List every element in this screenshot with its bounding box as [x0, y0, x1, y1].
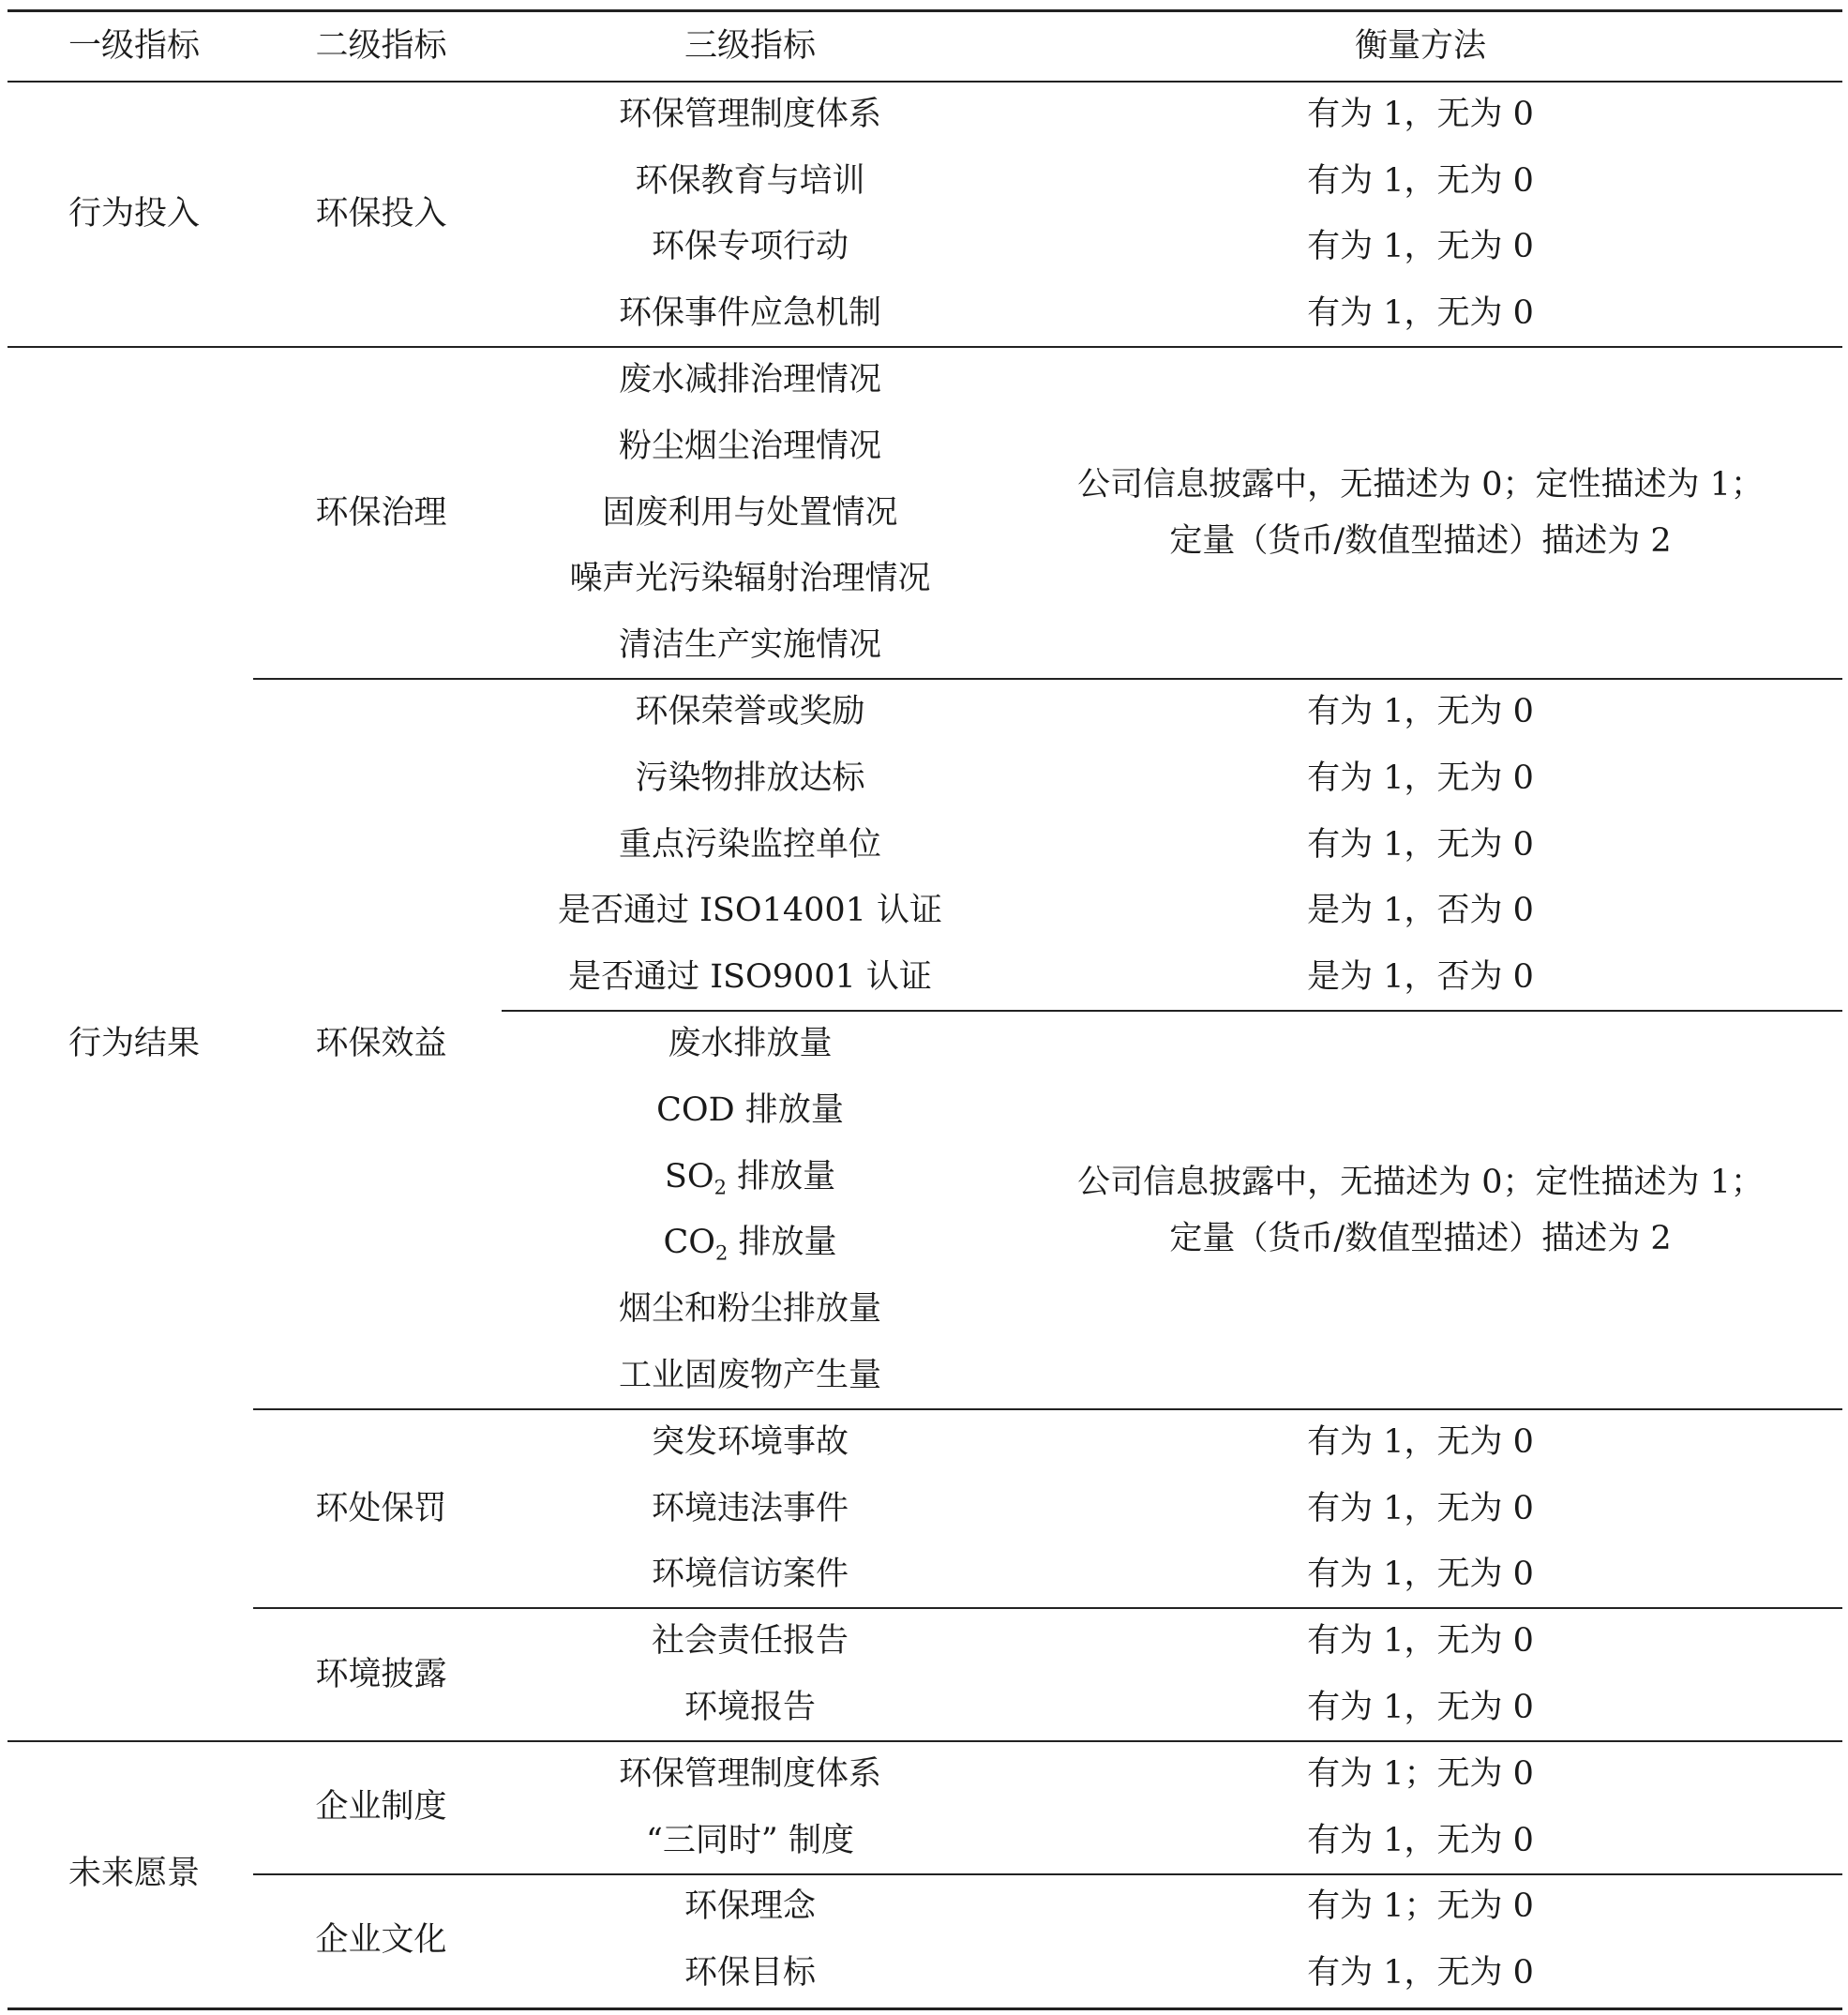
header-measure: 衡量方法 [1354, 27, 1486, 65]
level3-cell: 环保理念 [684, 1887, 816, 1926]
subscript: 2 [714, 1241, 729, 1265]
table-bottom-rule [8, 2007, 1842, 2010]
level3-cell: 环保专项行动 [651, 228, 849, 266]
level3-cell: 废水减排治理情况 [618, 361, 881, 399]
level3-cell: 环境违法事件 [651, 1489, 849, 1527]
measure-multi-cell [999, 347, 1842, 679]
table-top-rule [8, 9, 1842, 12]
measure-cell: 有为 1；无为 0 [1307, 1887, 1534, 1926]
measure-cell: 有为 1，无为 0 [1307, 1821, 1534, 1859]
level2-cell: 环处保罚 [315, 1489, 447, 1527]
level2-cell: 环保治理 [315, 493, 447, 532]
measure-cell: 有为 1，无为 0 [1307, 294, 1534, 333]
measure-cell: 有为 1，无为 0 [1307, 759, 1534, 797]
measure-cell: 有为 1，无为 0 [1307, 1689, 1534, 1727]
level3-cell: 清洁生产实施情况 [618, 626, 881, 665]
level3-text [663, 1224, 837, 1265]
chemical-symbol: CO [663, 1224, 715, 1262]
measure-cell: 有为 1；无为 0 [1307, 1754, 1534, 1793]
level3-cell: 环保荣誉或奖励 [635, 693, 865, 731]
measure-cell: 有为 1，无为 0 [1307, 1622, 1534, 1661]
level2-cell: 环保效益 [315, 1025, 447, 1063]
level1-cell: 未来愿景 [68, 1855, 200, 1893]
level3-cell: 污染物排放达标 [635, 759, 865, 797]
header-level1: 一级指标 [68, 27, 200, 65]
measure-cell: 有为 1，无为 0 [1307, 693, 1534, 731]
level3-cell: 环保教育与培训 [635, 161, 865, 200]
level3-cell: 是否通过 ISO14001 认证 [557, 892, 943, 930]
level2-cell: 企业制度 [315, 1788, 447, 1827]
level3-cell: 工业固废物产生量 [618, 1357, 881, 1395]
measure-cell: 有为 1，无为 0 [1307, 1422, 1534, 1461]
level3-cell: 烟尘和粉尘排放量 [618, 1290, 881, 1329]
measure-line: 公司信息披露中，无描述为 0；定性描述为 1； [1077, 466, 1764, 504]
measure-line: 公司信息披露中，无描述为 0；定性描述为 1； [1077, 1163, 1764, 1201]
level3-cell: 固废利用与处置情况 [602, 493, 898, 532]
measure-cell: 有为 1，无为 0 [1307, 1556, 1534, 1594]
level3-cell: 环境信访案件 [651, 1556, 849, 1594]
level3-cell: 废水排放量 [668, 1025, 833, 1063]
level3-cell: 环保事件应急机制 [618, 294, 881, 333]
chemical-symbol: SO [664, 1157, 714, 1195]
header-level2: 二级指标 [315, 27, 447, 65]
measure-cell: 有为 1，无为 0 [1307, 95, 1534, 133]
level3-cell: 突发环境事故 [651, 1422, 849, 1461]
measure-cell: 有为 1，无为 0 [1307, 161, 1534, 200]
level3-cell: 噪声光污染辐射治理情况 [569, 560, 931, 598]
level3-cell: 粉尘烟尘治理情况 [618, 427, 881, 465]
subscript: 2 [714, 1176, 727, 1199]
measure-line: 定量（货币/数值型描述）描述为 2 [1169, 522, 1672, 561]
measure-line: 定量（货币/数值型描述）描述为 2 [1169, 1219, 1672, 1257]
level3-cell: 环保管理制度体系 [618, 95, 881, 133]
measure-cell: 有为 1，无为 0 [1307, 228, 1534, 266]
level1-cell: 行为结果 [68, 1025, 200, 1063]
level3-cell: 环境报告 [684, 1689, 816, 1727]
measure-cell: 是为 1，否为 0 [1307, 892, 1534, 930]
emission-suffix: 排放量 [726, 1157, 836, 1195]
level3-cell: 环保目标 [684, 1954, 816, 1992]
level2-cell: 企业文化 [315, 1920, 447, 1959]
measure-multi-cell [999, 1011, 1842, 1409]
measure-cell: 有为 1，无为 0 [1307, 1489, 1534, 1527]
level3-cell [502, 1144, 999, 1211]
level3-cell: “三同时” 制度 [646, 1821, 854, 1859]
measure-cell: 有为 1，无为 0 [1307, 825, 1534, 864]
level3-cell: 是否通过 ISO9001 认证 [568, 958, 932, 997]
measure-cell: 是为 1，否为 0 [1307, 958, 1534, 997]
level3-cell [502, 1211, 999, 1277]
level3-cell: COD 排放量 [656, 1090, 844, 1129]
measure-cell: 有为 1，无为 0 [1307, 1954, 1534, 1992]
level3-cell: 社会责任报告 [651, 1622, 849, 1661]
level3-text [664, 1157, 836, 1199]
level2-cell: 环境披露 [315, 1655, 447, 1693]
level2-cell: 环保投入 [315, 195, 447, 233]
level1-cell: 行为投入 [68, 195, 200, 233]
level3-cell: 环保管理制度体系 [618, 1754, 881, 1793]
level3-cell: 重点污染监控单位 [618, 825, 881, 864]
emission-suffix: 排放量 [728, 1224, 837, 1262]
header-level3: 三级指标 [684, 27, 816, 65]
